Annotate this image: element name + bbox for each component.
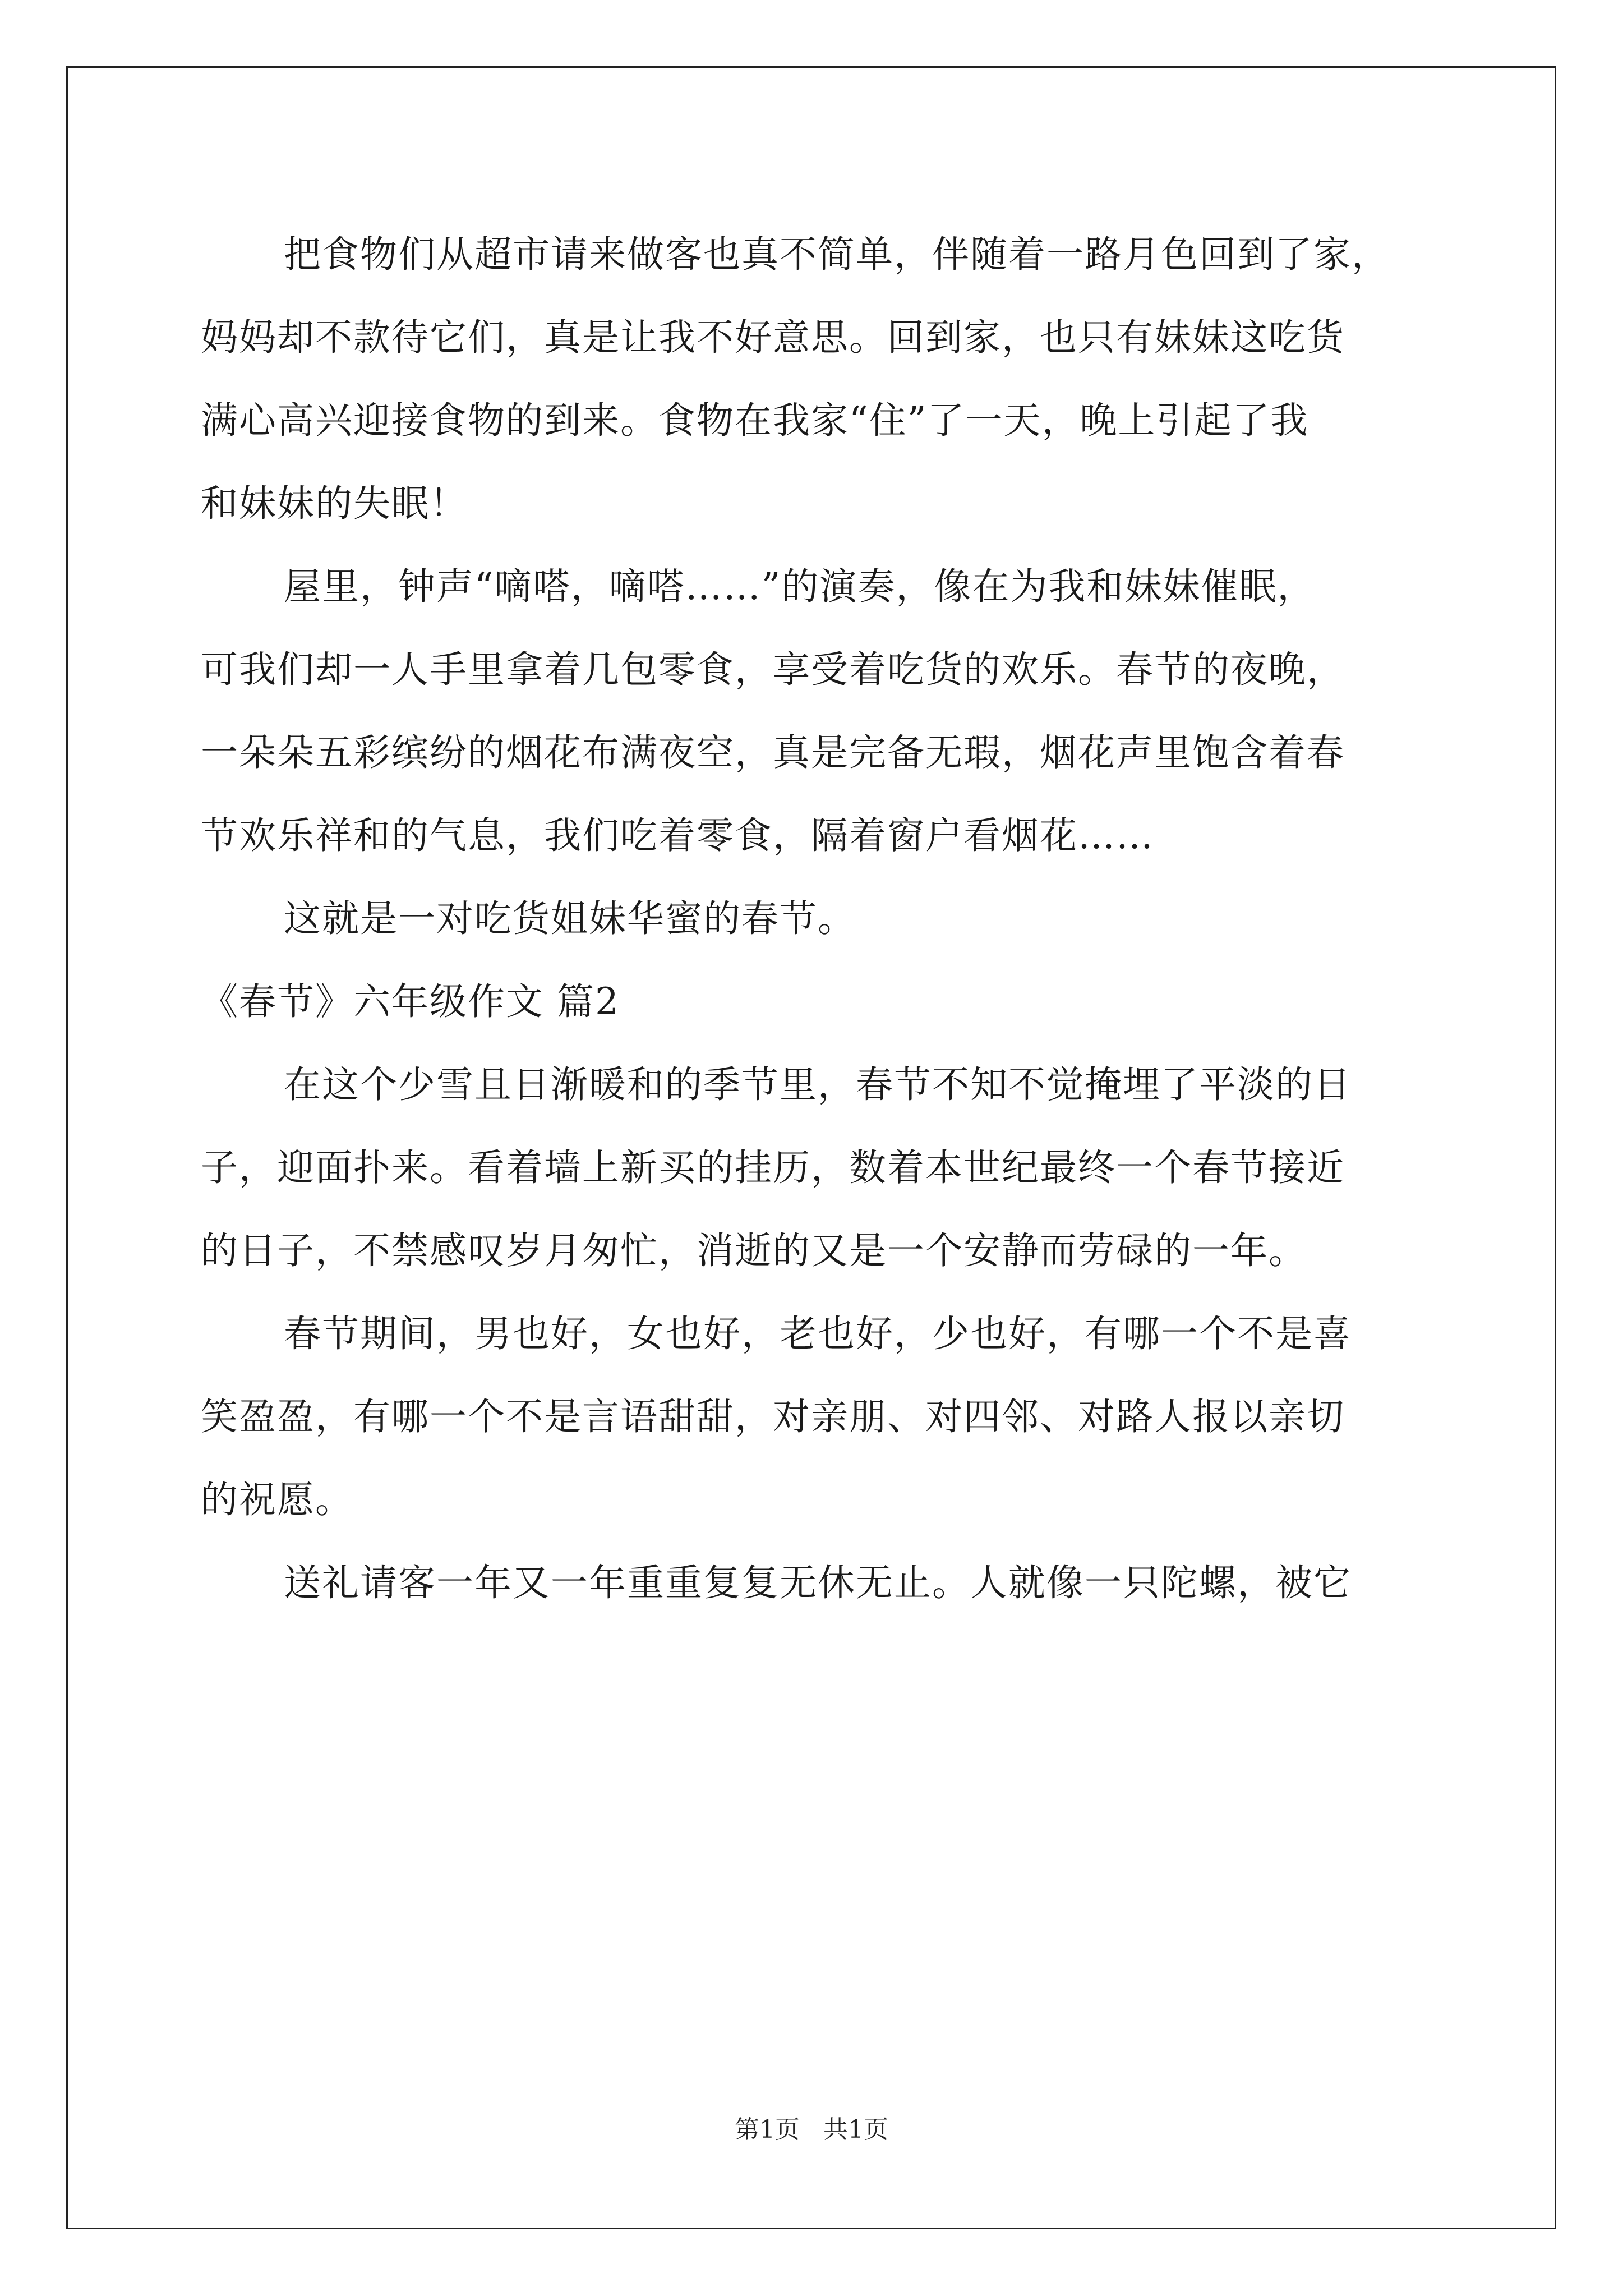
text-line: 的日子，不禁感叹岁月匆忙，消逝的又是一个安静而劳碌的一年。 xyxy=(201,1229,1307,1272)
document-body xyxy=(201,213,1435,1625)
text-line: 屋里，钟声“嘀嗒，嘀嗒……”的演奏，像在为我和妹妹催眠， xyxy=(284,565,1316,608)
text-line: 这就是一对吃货姐妹华蜜的春节。 xyxy=(284,897,856,940)
text-line: 和妹妹的失眠！ xyxy=(201,482,468,525)
text-line: 的祝愿。 xyxy=(201,1478,353,1521)
text-line: 送礼请客一年又一年重重复复无休无止。人就像一只陀螺，被它 xyxy=(284,1561,1352,1604)
page-number-total: 共1页 xyxy=(823,2115,888,2144)
text-line: 子，迎面扑来。看着墙上新买的挂历，数着本世纪最终一个春节接近 xyxy=(201,1146,1345,1189)
text-line: 可我们却一人手里拿着几包零食，享受着吃货的欢乐。春节的夜晚， xyxy=(201,648,1345,691)
text-line: 满心高兴迎接食物的到来。食物在我家“住”了一天，晚上引起了我 xyxy=(201,399,1309,442)
text-line: 妈妈却不款待它们，真是让我不好意思。回到家，也只有妹妹这吃货 xyxy=(201,316,1345,359)
page-number-current: 第1页 xyxy=(735,2115,800,2144)
text-line: 一朵朵五彩缤纷的烟花布满夜空，真是完备无瑕，烟花声里饱含着春 xyxy=(201,731,1345,774)
text-line: 在这个少雪且日渐暖和的季节里，春节不知不觉掩埋了平淡的日 xyxy=(284,1063,1352,1106)
text-line: 春节期间，男也好，女也好，老也好，少也好，有哪一个不是喜 xyxy=(284,1312,1352,1355)
text-line: 把食物们从超市请来做客也真不简单，伴随着一路月色回到了家， xyxy=(284,233,1390,276)
text-line: 笑盈盈，有哪一个不是言语甜甜，对亲朋、对四邻、对路人报以亲切 xyxy=(201,1395,1345,1438)
section-heading: 《春节》六年级作文 篇2 xyxy=(201,980,620,1023)
text-line: 节欢乐祥和的气息，我们吃着零食，隔着窗户看烟花…… xyxy=(201,814,1154,857)
page-footer xyxy=(0,2109,1623,2145)
